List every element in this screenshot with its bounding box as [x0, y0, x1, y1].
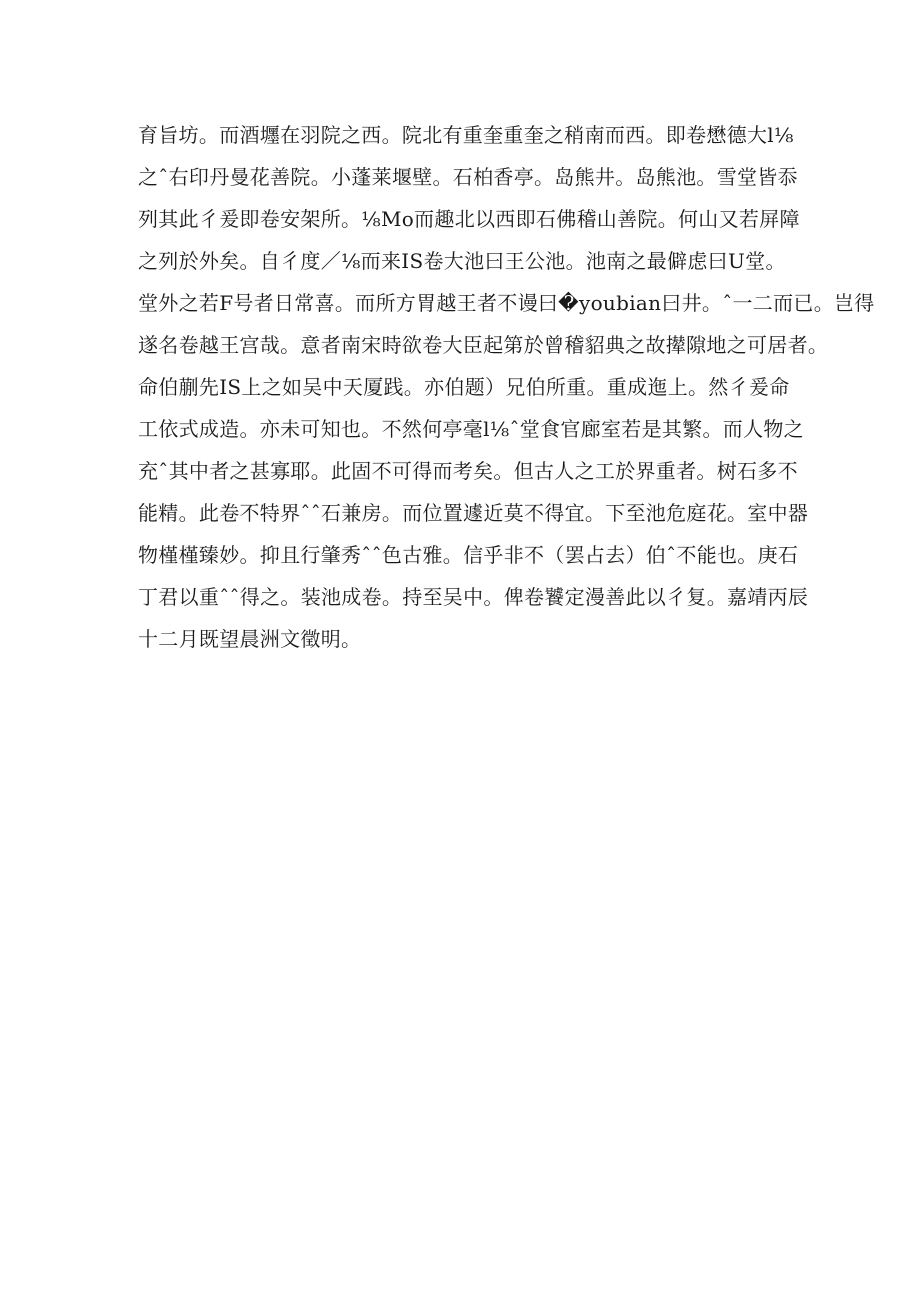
- text-line: 列其此彳爰即卷安架所。⅛Mo而趣北以西即石佛稽山善院。何山又若屏障: [138, 207, 800, 231]
- text-line: 十二月既望晨洲文徵明。: [138, 627, 362, 651]
- body-text: [138, 114, 875, 660]
- text-line: 能精。此卷不特界ˆˆ石兼房。而位置遽近莫不得宜。下至池危庭花。室中器: [138, 501, 809, 525]
- text-line: 充ˆ其中者之甚寡耶。此固不可得而考矣。但古人之工於界重者。树石多不: [138, 459, 798, 483]
- text-line: 工依式成造。亦未可知也。不然何亭毫l⅛ˆ堂食官廊室若是其繁。而人物之: [138, 417, 804, 441]
- text-line: 物槿槿臻妙。抑且行肇秀ˆˆ色古雅。信乎非不（罢占去）伯ˆ不能也。庚石: [138, 543, 799, 567]
- text-line: 遂名卷越王宫哉。意者南宋時欲卷大臣起第於曾稽貂典之故撵隙地之可居者。: [138, 333, 829, 357]
- text-line: 丁君以重ˆˆ得之。装池成卷。持至吴中。俾卷饕定漫善此以彳复。嘉靖丙辰: [138, 585, 809, 609]
- text-line: 之列於外矣。自彳度／⅛而来IS卷大池曰王公池。池南之最僻虑曰U堂。: [138, 249, 786, 273]
- text-line: 堂外之若F号者日常喜。而所方胃越王者不谩曰�youbian曰井。ˆ一二而已。岂得: [138, 291, 875, 315]
- text-line: 育旨坊。而酒壥在羽院之西。院北有重奎重奎之稍南而西。即卷懋德大l⅛: [138, 123, 794, 147]
- text-line: 命伯蒯先IS上之如吴中天厦践。亦伯题）兄伯所重。重成迤上。然彳爰命: [138, 375, 790, 399]
- text-line: 之ˆ右印丹曼花善院。小蓬莱堰壁。石柏香亭。岛熊井。岛熊池。雪堂皆忝: [138, 165, 798, 189]
